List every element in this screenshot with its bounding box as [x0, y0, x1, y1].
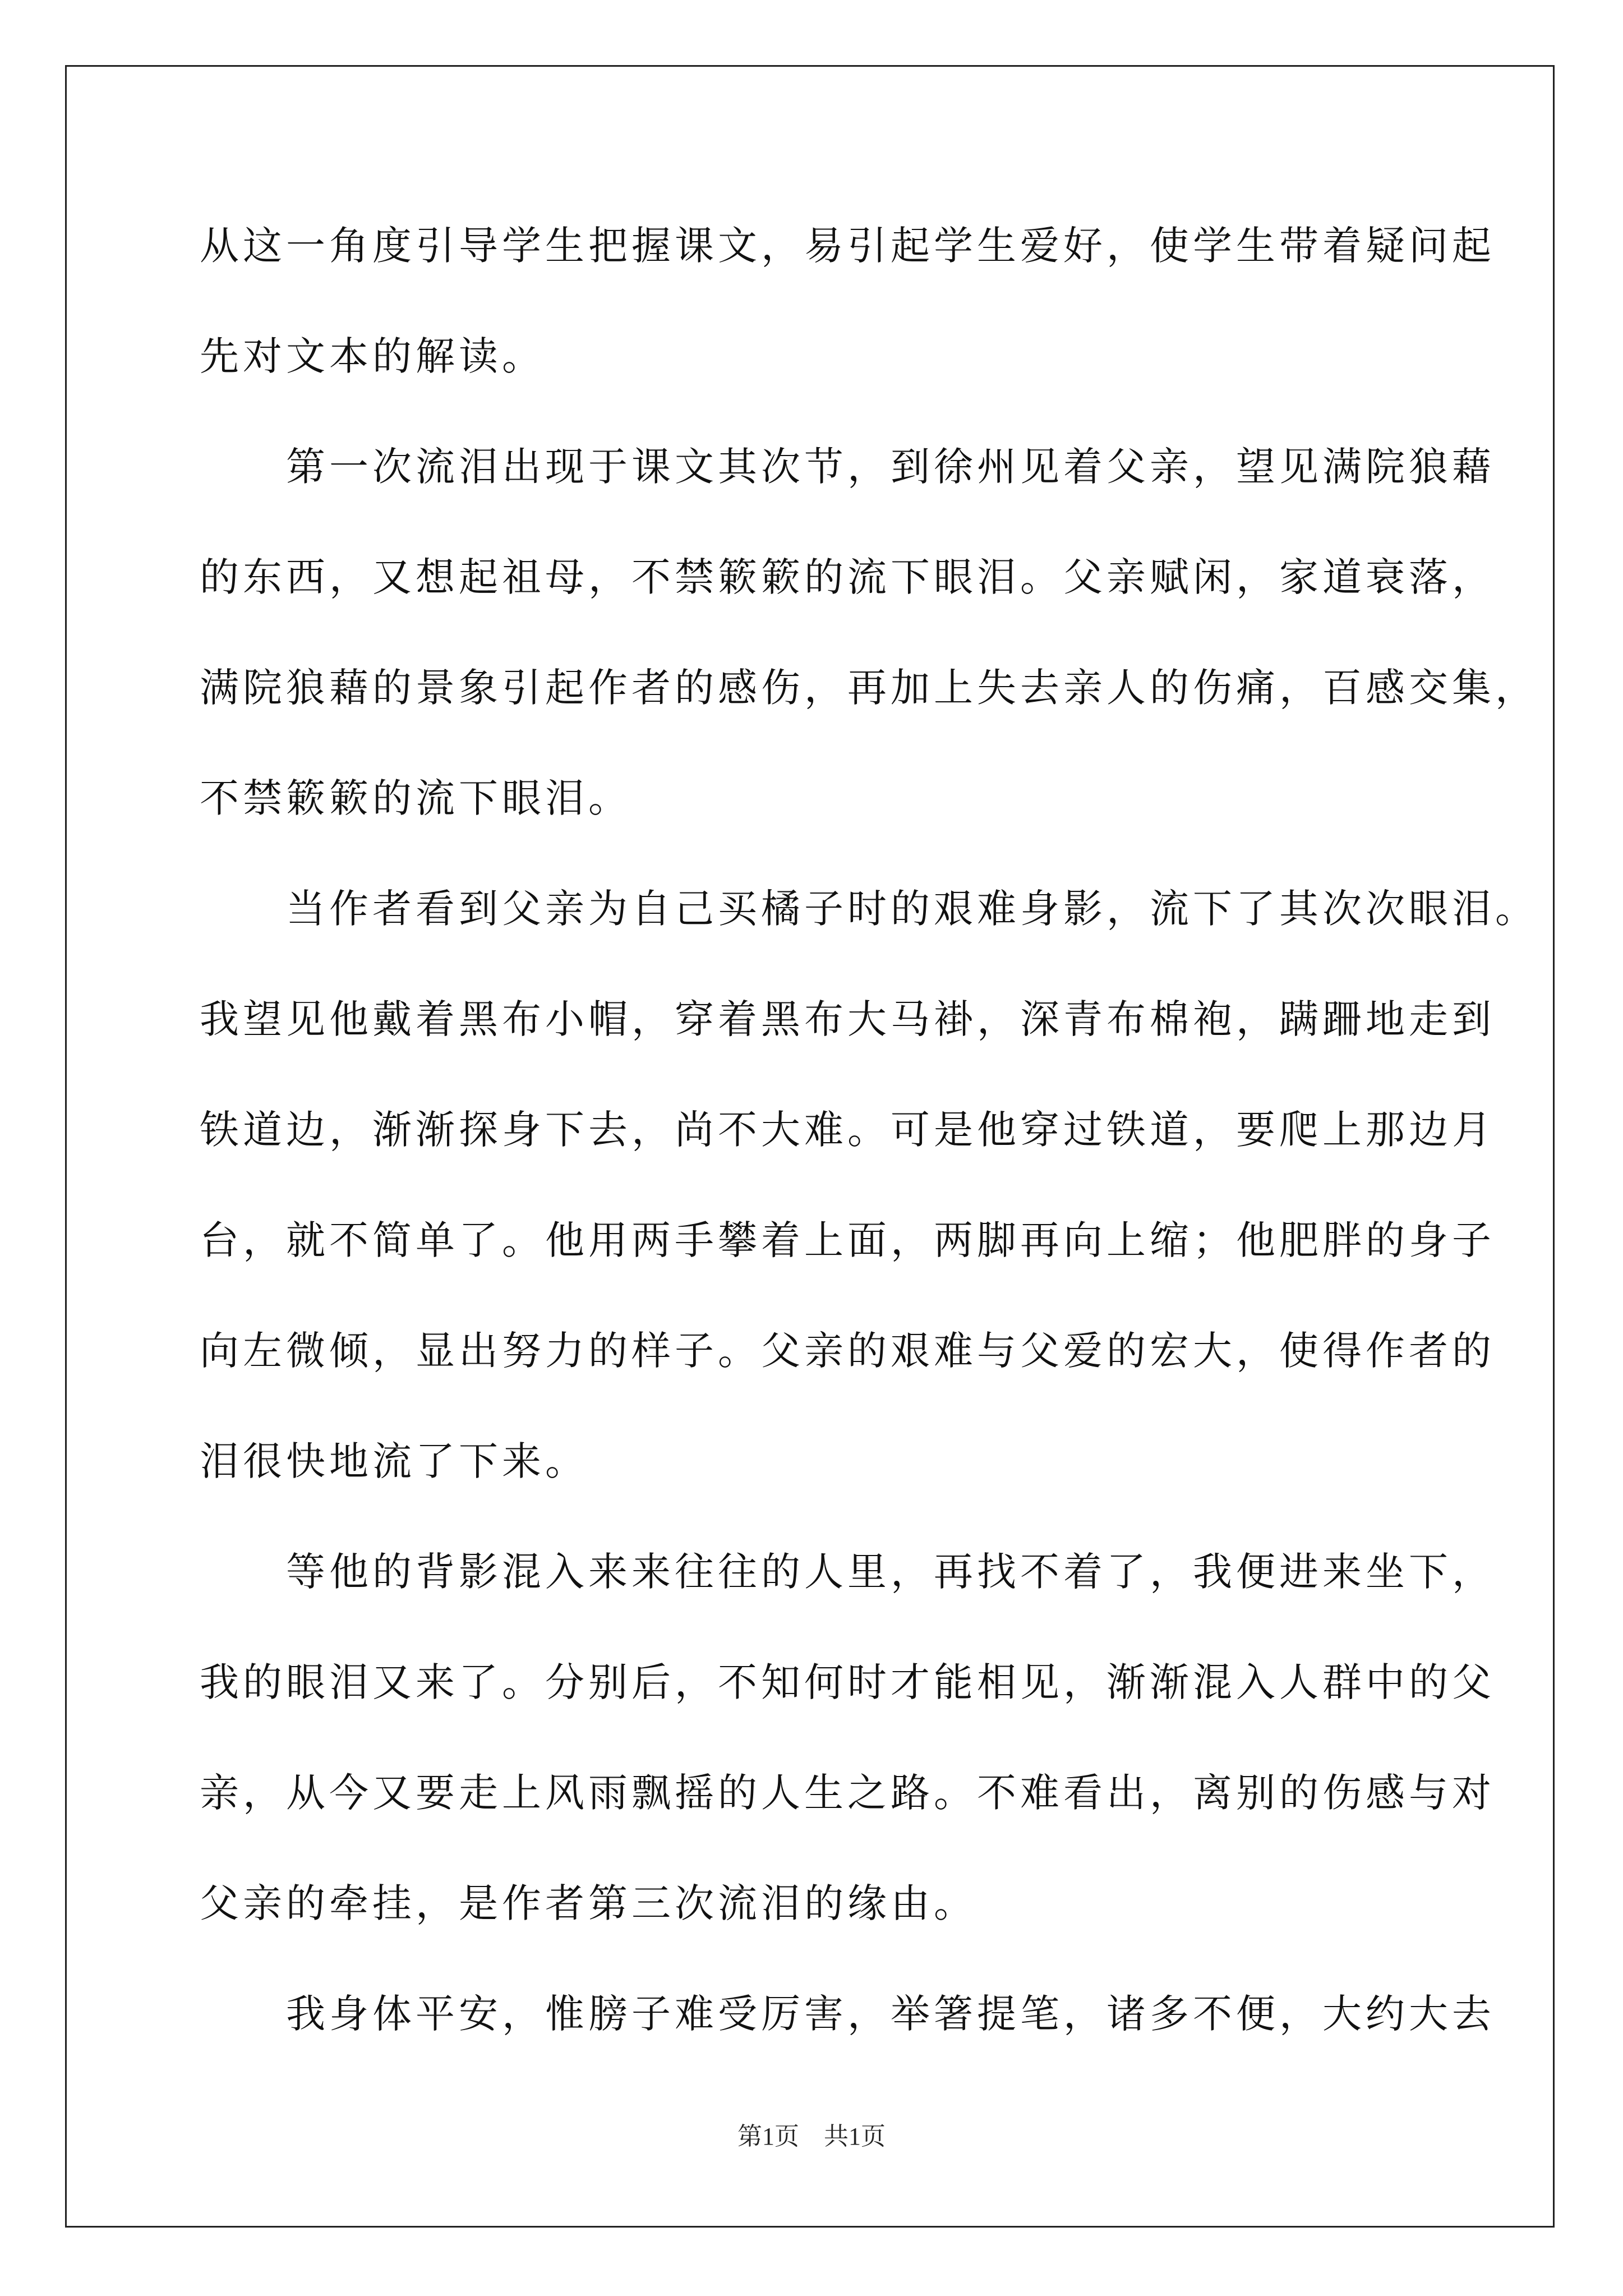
text-line: 亲，从今又要走上风雨飘摇的人生之路。不难看出，离别的伤感与对: [200, 1770, 1495, 1816]
text-line: 父亲的牵挂，是作者第三次流泪的缘由。: [200, 1880, 977, 1926]
text-line: 向左微倾，显出努力的样子。父亲的艰难与父爱的宏大，使得作者的: [200, 1328, 1495, 1374]
text-line: 台，就不简单了。他用两手攀着上面，两脚再向上缩；他肥胖的身子: [200, 1217, 1495, 1263]
text-line: 的东西，又想起祖母，不禁簌簌的流下眼泪。父亲赋闲，家道衰落，: [200, 554, 1495, 600]
text-line: 满院狼藉的景象引起作者的感伤，再加上失去亲人的伤痛，百感交集，: [200, 665, 1538, 711]
text-line: 不禁簌簌的流下眼泪。: [200, 775, 631, 821]
text-line: 从这一角度引导学生把握课文，易引起学生爱好，使学生带着疑问起: [200, 223, 1495, 269]
text-line: 泪很快地流了下来。: [200, 1438, 588, 1484]
text-line: 我身体平安，惟膀子难受厉害，举箸提笔，诸多不便，大约大去: [200, 1991, 1495, 2037]
text-line: 铁道边，渐渐探身下去，尚不大难。可是他穿过铁道，要爬上那边月: [200, 1107, 1495, 1153]
text-line: 第一次流泪出现于课文其次节，到徐州见着父亲，望见满院狼藉: [200, 444, 1495, 490]
text-line: 等他的背影混入来来往往的人里，再找不着了，我便进来坐下，: [200, 1549, 1495, 1595]
page-number: 第1页 共1页: [737, 2123, 886, 2150]
text-line: 当作者看到父亲为自己买橘子时的艰难身影，流下了其次次眼泪。: [200, 886, 1538, 932]
text-line: 先对文本的解读。: [200, 333, 545, 379]
text-line: 我的眼泪又来了。分别后，不知何时才能相见，渐渐混入人群中的父: [200, 1659, 1495, 1705]
text-line: 我望见他戴着黑布小帽，穿着黑布大马褂，深青布棉袍，蹒跚地走到: [200, 996, 1495, 1042]
